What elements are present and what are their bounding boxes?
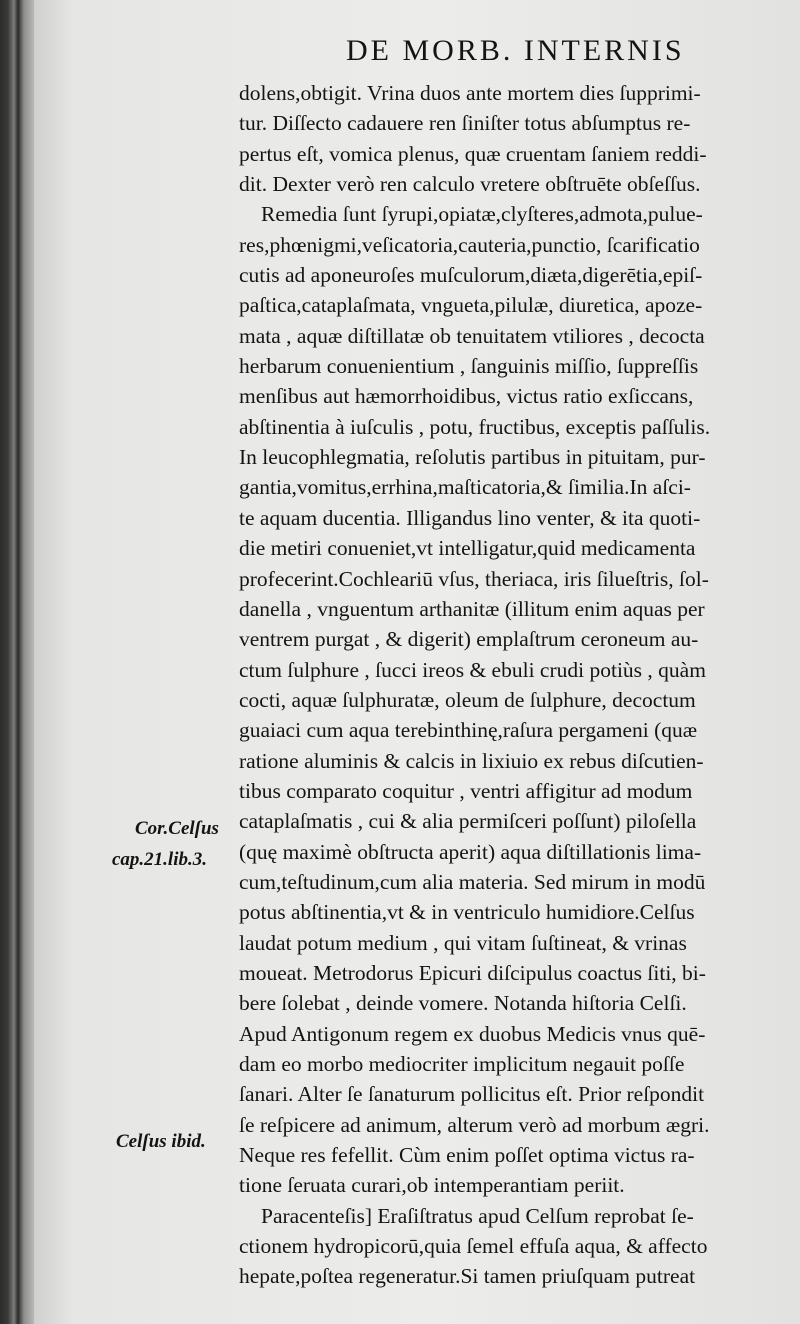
text-line: herbarum conuenientium , ſanguinis miſſio, ſuppreſſis — [239, 354, 699, 379]
text-line: laudat potum medium , qui vitam ſuſtineat, & vrinas — [239, 930, 687, 955]
text-line: mata , aquæ diſtillatæ ob tenuitatem vtiliores , decocta — [239, 323, 705, 348]
text-line: abſtinentia à iuſculis , potu, fructibus, exceptis paſſulis. — [239, 414, 711, 439]
margin-note-celsus-ref: Cor.Celſus — [135, 818, 219, 839]
text-line: ſe reſpicere ad animum, alterum verò ad morbum ægri. — [239, 1112, 710, 1137]
running-head: DE MORB. INTERNIS — [346, 34, 685, 67]
text-line: moueat. Metrodorus Epicuri diſcipulus coactus ſiti, bi- — [239, 960, 706, 985]
text-line: dam eo morbo mediocriter implicitum negauit poſſe — [239, 1052, 685, 1076]
text-line: profecerint.Cochleariū vſus, theriaca, iris ſilueſtris, ſol- — [239, 566, 709, 591]
text-line: guaiaci cum aqua terebinthinę,raſura pergameni (quæ — [239, 718, 698, 743]
text-line: Paracenteſis] Eraſiſtratus apud Celſum reprobat ſe- — [261, 1203, 694, 1228]
text-line: Neque res fefellit. Cùm enim poſſet optima victus ra- — [239, 1143, 695, 1168]
text-line: cocti, aquæ ſulphuratæ, oleum de ſulphure, decoctum — [239, 687, 696, 712]
margin-note-chapter-ref: cap.21.lib.3. — [112, 849, 207, 870]
text-line: cum,teſtudinum,cum alia materia. Sed mirum in modū — [239, 869, 706, 894]
text-line: tibus comparato coquitur , ventri affigitur ad modum — [239, 778, 693, 803]
text-line: res,phœnigmi,veſicatoria,cauteria,punctio, ſcarificatio — [239, 232, 700, 257]
text-line: menſibus aut hæmorrhoidibus, victus ratio exſiccans, — [239, 384, 694, 409]
text-line: (quę maximè obſtructa aperit) aqua diſtillationis lima- — [239, 839, 702, 864]
book-page — [34, 0, 800, 1324]
text-line: ventrem purgat , & digerit) emplaſtrum ceroneum au- — [239, 627, 699, 652]
text-line: cutis ad aponeuroſes muſculorum,diæta,digerētia,epiſ- — [239, 263, 703, 288]
margin-note-celsus-ibid: Celſus ibid. — [116, 1131, 206, 1152]
text-line: te aquam ducentia. Illigandus lino venter, & ita quoti- — [239, 505, 701, 530]
text-line: danella , vnguentum arthanitæ (illitum enim aquas per — [239, 596, 705, 621]
text-line: tione ſeruata curari,ob intemperantiam periit. — [239, 1173, 625, 1198]
text-line: Apud Antigonum regem ex duobus Medicis vnus quē- — [239, 1021, 706, 1046]
text-line: die metiri conueniet,vt intelligatur,quid medicamenta — [239, 536, 696, 561]
text-line: In leucophlegmatia, reſolutis partibus in pituitam, pur- — [239, 445, 706, 470]
text-line: hepate,poſtea regeneratur.Si tamen priuſquam putreat — [239, 1264, 696, 1289]
text-line: cataplaſmatis , cui & alia permiſceri poſſunt) piloſella — [239, 809, 697, 834]
text-line: ratione aluminis & calcis in lixiuio ex rebus diſcutien- — [239, 748, 704, 773]
text-line: ctionem hydropicorū,quia ſemel effuſa aqua, & affecto — [239, 1234, 708, 1259]
text-line: gantia,vomitus,errhina,maſticatoria,& ſimilia.In aſci- — [239, 475, 691, 500]
text-line: paſtica,cataplaſmata, vngueta,pilulæ, diuretica, apoze- — [239, 293, 703, 318]
page-binding — [0, 0, 34, 1324]
text-line: potus abſtinentia,vt & in ventriculo humidiore.Celſus — [239, 900, 695, 925]
text-line: dit. Dexter verò ren calculo vretere obſtruēte obſeſſus. — [239, 172, 701, 197]
text-line: ſanari. Alter ſe ſanaturum pollicitus eſt. Prior reſpondit — [239, 1082, 705, 1107]
text-line: pertus eſt, vomica plenus, quæ cruentam ſaniem reddi- — [239, 141, 707, 166]
text-line: ctum ſulphure , ſucci ireos & ebuli crudi potiùs , quàm — [239, 657, 706, 682]
text-line: tur. Diſſecto cadauere ren ſiniſter totus abſumptus re- — [239, 111, 691, 136]
text-line: Remedia ſunt ſyrupi,opiatæ,clyſteres,admota,pulue- — [261, 202, 703, 227]
text-line: dolens,obtigit. Vrina duos ante mortem dies ſupprimi- — [239, 81, 701, 105]
text-line: bere ſolebat , deinde vomere. Notanda hiſtoria Celſi. — [239, 991, 687, 1016]
body-text — [239, 78, 799, 1292]
